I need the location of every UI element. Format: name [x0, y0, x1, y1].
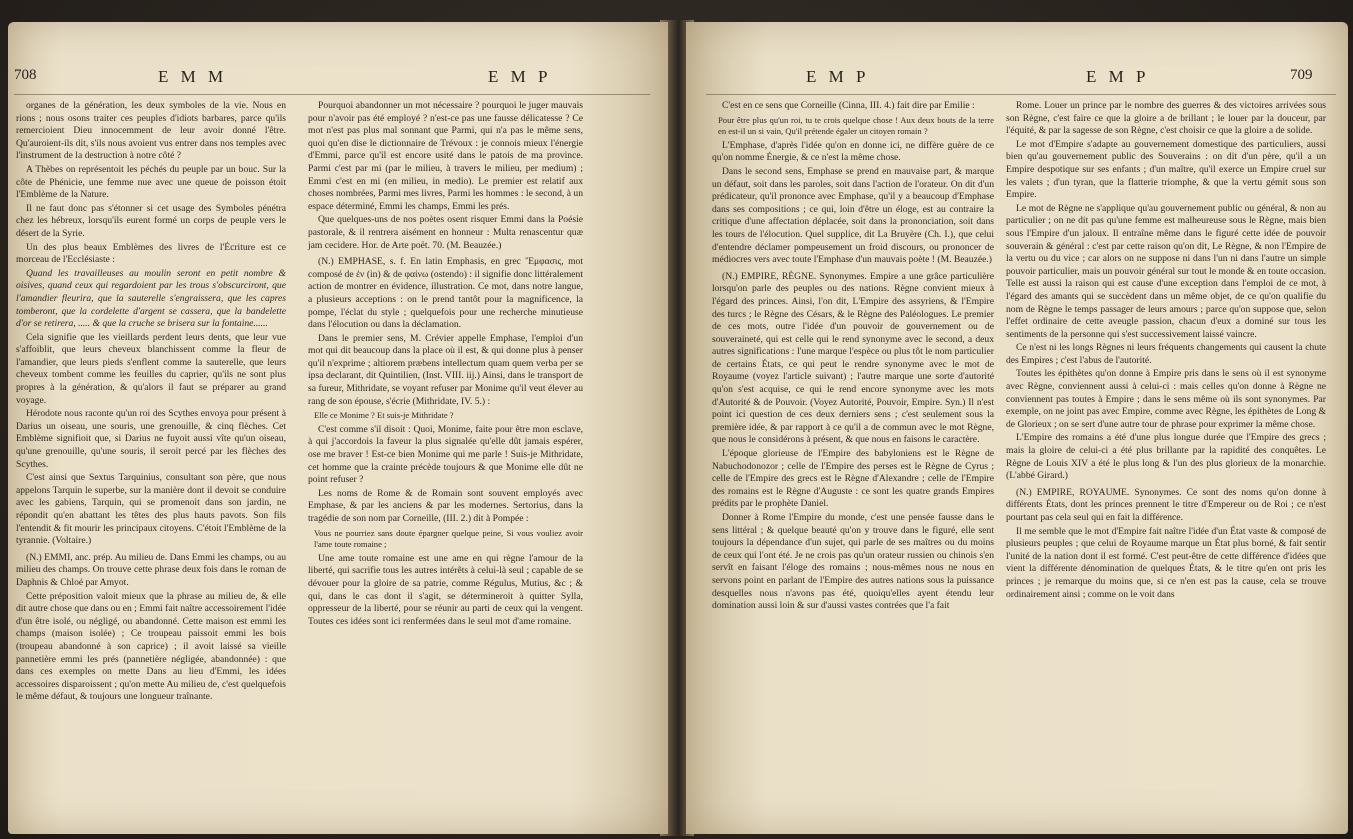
- paragraph: Dans le premier sens, M. Crévier appelle Emphase, l'emploi d'un mot qui dit beaucoup dans la place où il est, & qui donne plus à penser qu'il n'exprime ; altiorem præbens intellectum quam quem verba per se ipsa declarant, dit Quintilien, (Inst. VIII. iij.) Ainsi, dans le transport de sa fureur, Mithridate, se voyant refuser par Monime qu'il veut élever au rang de son épouse, s'écrie (Mithridate, IV. 5.) :: [308, 332, 583, 407]
- left-running-head-left: E M M: [158, 67, 228, 86]
- paragraph: C'est en ce sens que Corneille (Cinna, III. 4.) fait dire par Emilie :: [722, 100, 975, 111]
- paragraph: Le mot de Règne ne s'applique qu'au gouvernement public ou général, & non au particulier ; on ne dit pas qu'une femme est malheureuse sous le Règne, mais bien sous l'Empire d'un jaloux. Il entraîne même dans le figuré cette idée de pouvoir souverain & général : c'est par cette raison qu'on dit, Le Règne, & non l'Empire de la vertu ou du vice ; car alors on ne suppose ni dans l'un ni dans l'autre un simple pouvoir particulier, mais un pouvoir général sur tout le monde & en toute occasion. Telle est aussi la raison qui est cause d'une exception dans l'emploi de ce mot, à l'égard des amants qui se succèdent dans un même objet, de ce qu'on qualifie du nom de Règne le temps passager de leurs amours ; parce qu'on suppose que, selon l'effet ordinaire de cette aveugle passion, chacun d'eux a dominé sur tous les sentiments de la personne qui s'est successivement laissé vaincre.: [1006, 202, 1326, 340]
- paragraph: Rome. Louer un prince par le nombre des guerres & des victoires arrivées sous son Règne, c'est faire ce que la gloire a de brillant ; le louer par la douceur, par l'équité, & par la sagesse de son Règne, c'est choisir ce que la gloire a de solide.: [1006, 100, 1326, 137]
- paragraph: Une ame toute romaine est une ame en qui règne l'amour de la liberté, qui sacrifie tous les autres intérêts à celui-là seul ; capable de se dévouer pour la gloire de sa patrie, comme Régulus, Mutius, &c ; & qui, dans le cas dont il s'agit, se détermineroit à quitter Sylla, oppresseur de la liberté, pour se réunir au parti de ceux qui la vengent. Toutes ces idées sont ici renfermées dans le seul mot d'ame romaine.: [308, 552, 583, 627]
- paragraph: C'est ainsi que Sextus Tarquinius, consultant son père, que nous appelons Tarquin le superbe, sur la manière dont il devoit se conduire avec les gabiens, Tarquin, qui se promenoit dans son jardin, ne répondit qu'en abattant les têtes des plus hauts pavots. Son fils l'entendit & fit mourir les principaux citoyens. C'étoit l'Emblème de la tyrannie. (Voltaire.): [16, 472, 286, 547]
- paragraph: A Thèbes on représentoit les péchés du peuple par un bouc. Sur la côte de Phénicie, une femme nue avec une queue de poisson étoit l'Emblème de la Nature.: [16, 163, 286, 201]
- right-page-header: [686, 67, 1348, 93]
- left-column-2: [308, 100, 583, 629]
- left-page-number: 708: [14, 67, 37, 83]
- left-running-head-right: E M P: [488, 67, 552, 86]
- paragraph: Le mot d'Empire s'adapte au gouvernement domestique des particuliers, aussi bien qu'au gouvernement public des Souverains : on dit d'un père, qu'il a un Empire despotique sur ses enfants ; d'un maître, qu'il exerce un Empire cruel sur les valets ; d'un tyran, que la flatterie triomphe, & que la vertu gémit sous son Empire.: [1006, 138, 1326, 201]
- paragraph: L'Empire des romains a été d'une plus longue durée que l'Empire des grecs ; mais la gloire de celui-ci a été plus brillante par la rapidité des conquêtes. Le Règne de Louis XIV a été le plus long & l'un des plus glorieux de la monarchie. (L'abbé Girard.): [1006, 432, 1326, 482]
- entry-empire-regne: (N.) EMPIRE, RÈGNE. Synonymes. Empire a une grâce particulière lorsqu'on parle des peuples ou des nations. Règne convient mieux à l'égard des princes. Ainsi, l'on dit, L'Empire des assyriens, & l'Empire des turcs ; le Règne des Césars, & le Règne des Paléologues. Le premier de ces mots, outre l'idée d'un pouvoir de gouvernement ou de souveraineté, qui est celle qui le rend synonyme avec le second, a deux autres significations : l'une marque l'espèce ou plus tôt le nom particulier de certains États, ce qui peut le rendre synonyme avec le mot de Royaume (voyez l'article suivant) ; l'autre marque une sorte d'autorité qu'on s'est acquise, ce qui le rend encore synonyme avec les mots d'Autorité & de Pouvoir. (Voyez Autorité, Pouvoir, Empire. Syn.) Il n'est point ici question de ces deux derniers sens ; c'est seulement sous la première idée, & par rapport à ce qu'il a de commun avec le mot Règne, que nous le considérons à présent, & que nous en faisons le caractère.: [712, 270, 994, 446]
- paragraph: Il me semble que le mot d'Empire fait naître l'idée d'un État vaste & composé de plusieurs peuples ; que celui de Royaume marque un État plus borné, & fait sentir l'unité de la nation dont il est formé. C'est peut-être de cette différence d'idées que vient la différente dénomination de quelques États, & le titre qu'en ont pris les princes ; je remarque du moins que, si ce n'en est pas la cause, cela se trouve ordinairement ainsi ; comme on le voit dans: [1006, 525, 1326, 600]
- right-column-2: [1006, 100, 1326, 602]
- entry-emmi: (N.) EMMI, anc. prép. Au milieu de. Dans Emmi les champs, ou au milieu des champs. On trouve cette phrase deux fois dans le roman de Daphnis & Chloé par Amyot.: [16, 551, 286, 588]
- right-column-1: [712, 100, 994, 614]
- entry-emphase: (N.) EMPHASE, s. f. En latin Emphasis, en grec Ἔμφασις, mot composé de ἐν (in) & de φαίνω (ostendo) : il signifie donc littéralement action de montrer en évidence, illustration. Ce mot, dans notre langue, a plusieurs acceptions : on le prend tantôt pour la magnificence, la pompe, l'éclat du style ; quelquefois pour une recherche minutieuse dans l'élocution ou dans la déclamation.: [308, 256, 583, 331]
- verse-quote: Vous ne pourriez sans doute épargner quelque peine, Si vous vouliez avoir l'ame toute romaine ;: [314, 527, 583, 550]
- right-running-head-right: E M P: [1086, 67, 1150, 86]
- left-page: [8, 22, 668, 834]
- right-header-rule: [706, 94, 1336, 95]
- paragraph: Un des plus beaux Emblèmes des livres de l'Écriture est ce morceau de l'Ecclésiaste :: [16, 241, 286, 266]
- paragraph: Cette préposition valoit mieux que la phrase au milieu de, & elle dit autre chose que dans ou en ; Emmi fait naître accessoirement l'idée d'un être isolé, ou négligé, ou abandonné. Cette maison est emmi les champs (maison isolée) ; Ce troupeau paissoit emmi les bois (troupeau abandonné à son caprice) ; il avoit laissé sa vieille pannetière emmi les prés (pannetière négligée, abandonnée) : que dans ces exemples on mette Dans au lieu d'Emmi, les idées accessoires disparoissent ; qu'on mette Au milieu de, c'est quelquefois le même défaut, & toujours une longueur traînante.: [16, 590, 286, 703]
- paragraph: L'Emphase, d'après l'idée qu'on en donne ici, ne diffère guère de ce qu'on nomme Énergie, & ce n'est la même chose.: [712, 139, 994, 164]
- paragraph: Toutes les épithètes qu'on donne à Empire pris dans le sens où il est synonyme avec Règne, conviennent aussi à celui-ci : mais celles qu'on donne à Règne ne conviennent pas toutes à Empire ; dans le sens même où ils sont synonymes. Par exemple, on ne joint pas avec Empire, comme avec Règne, les épithètes de Long & de Glorieux ; on se sert d'une autre tour de phrase pour exprimer la même chose.: [1006, 368, 1326, 430]
- paragraph: Donner à Rome l'Empire du monde, c'est une pensée fausse dans le sens littéral ; & quelque beauté qu'on y trouve dans le figuré, elle sent toujours la dépendance d'un sujet, qui parle de ses maîtres ou du moins de ceux qui l'ont été. Je ne crois pas qu'un orateur russien ou chinois s'en servît en faisant l'éloge des romains ; nous-mêmes nous ne nous en servons point en parlant de l'Empire des autres nations sous la puissance desquelles nous n'avons pas été, quoiqu'elles ayent étendu leur domination aussi loin & sur d'aussi vastes contrées que l'a fait: [712, 512, 994, 612]
- left-header-rule: [14, 94, 650, 95]
- verse-quote: Elle ce Monime ? Et suis-je Mithridate ?: [314, 410, 454, 421]
- paragraph: Pourquoi abandonner un mot nécessaire ? pourquoi le juger mauvais pour n'avoir pas été employé ? n'est-ce pas une fausse délicatesse ? Ce mot n'est pas plus mal sonnant que Parmi, qui n'a pas le même sens, quoi qu'en dise le dictionnaire de Trévoux : je connois mieux l'énergie d'Emmi, parce qu'il est encore usité dans le patois de ma province. Parmi c'est par mi (par le milieu, à travers le milieu, per medium) ; Emmi c'est en mi (en milieu, in medio). Le premier est relatif aux choses nombrées, Parmi mes livres, Parmi les hommes : le second, à un espace déterminé, Emmi les champs, Emmi les prés.: [308, 100, 583, 212]
- right-page-number: 709: [1290, 67, 1313, 83]
- paragraph: Que quelques-uns de nos poètes osent risquer Emmi dans la Poésie pastorale, & il rentrera aisément en honneur : Multa renascentur quæ jam cecidere. Hor. de Arte poët. 70. (M. Beauzée.): [308, 214, 583, 251]
- left-page-header: [8, 67, 668, 93]
- paragraph: C'est comme s'il disoit : Quoi, Monime, faite pour être mon esclave, à qui j'accordois la faveur la plus signalée qu'elle dût jamais espérer, ose me braver ! Est-ce bien Monime qui me parle ! Suis-je Mithridate, cet homme que la crainte précède toujours & que Monime elle dût ne point refuser ?: [308, 423, 583, 486]
- paragraph: Ce n'est ni les longs Règnes ni leurs fréquents changements qui causent la chute des Empires ; c'est l'abus de l'autorité.: [1006, 342, 1326, 366]
- paragraph: Dans le second sens, Emphase se prend en mauvaise part, & marque un défaut, soit dans les paroles, soit dans l'action de l'orateur. On dit d'un prédicateur, qu'il prononce avec Emphase, qu'il y a beaucoup d'Emphase dans ses compositions ; ce qui, loin d'être un éloge, est au contraire la critique d'une affectation déplacée, soit dans la prononciation, soit dans les tours de l'élocution. Quel supplice, dit La Bruyère (Ch. I.), que celui d'entendre déclamer pompeusement un froid discours, ou prononcer de médiocres vers avec toute l'Emphase d'un mauvais poète ! (M. Beauzée.): [712, 165, 994, 266]
- paragraph: organes de la génération, les deux symboles de la vie. Nous en rions ; nous osons traiter ces peuples d'idiots barbares, parce qu'ils remercioient Dieu innocemment de leur avoir donné l'être. Qu'auroient-ils dit, s'ils nous avoient vus entrer dans nos temples avec l'instrument de la destruction à notre côté ?: [16, 100, 286, 162]
- left-column-1: [16, 100, 286, 705]
- paragraph: Il ne faut donc pas s'étonner si cet usage des Symboles pénétra chez les hébreux, lorsqu'ils eurent formé un corps de peuple vers le désert de la Syrie.: [16, 202, 286, 239]
- right-page: [686, 22, 1348, 834]
- paragraph: Hérodote nous raconte qu'un roi des Scythes envoya pour présent à Darius un oiseau, une souris, une grenouille, & cinq flèches. Cet Emblème signifioit que, si Darius ne fuyoit aussi vîte qu'un oiseau, qu'une grenouille, qu'une souris, il seroit percé par les flèches des Scythes.: [16, 408, 286, 470]
- paragraph: L'époque glorieuse de l'Empire des babyloniens est le Règne de Nabuchodonozor ; celle de l'Empire des perses est le Règne de Cyrus ; celle de l'Empire des grecs est le Règne d'Alexandre ; celle de l'Empire des romains est le Règne d'Auguste : ce sont les quatre grands Empires prédits par le prophète Daniel.: [712, 448, 994, 510]
- quotation: Quand les travailleuses au moulin seront en petit nombre & oisives, quand ceux qui regardoient par les trous s'obscurciront, que l'amandier fleurira, que la sauterelle s'engraissera, que les capres tomberont, que la cordelette d'argent se cassera, que la bandelette d'or se retirera, ..... & que la cruche se brisera sur la fontaine......: [16, 267, 286, 330]
- paragraph: Cela signifie que les vieillards perdent leurs dents, que leur vue s'affoiblit, que leurs cheveux blanchissent comme la fleur de l'amandier, que leurs pieds s'enflent comme la sauterelle, que leurs cheveux tombent comme les feuilles du caprier, qu'ils ne sont plus propres à la génération, & qu'alors il faut se préparer au grand voyage.: [16, 331, 286, 406]
- right-running-head-left: E M P: [806, 67, 870, 86]
- paragraph: Les noms de Rome & de Romain sont souvent employés avec Emphase, & par les anciens & par les modernes. Sertorius, dans la tragédie de son nom par Corneille, (III. 2.) dit à Pompée :: [308, 487, 583, 524]
- verse-quote: Pour être plus qu'un roi, tu te crois quelque chose ! Aux deux bouts de la terre en est-il un si vain, Qu'il prétende égaler un citoyen romain ?: [718, 114, 994, 137]
- entry-empire-royaume: (N.) EMPIRE, ROYAUME. Synonymes. Ce sont des noms qu'on donne à différents États, dont les princes prennent le titre d'Empereur ou de Roi ; ce n'est pourtant pas cela seul qui en fait la différence.: [1006, 486, 1326, 523]
